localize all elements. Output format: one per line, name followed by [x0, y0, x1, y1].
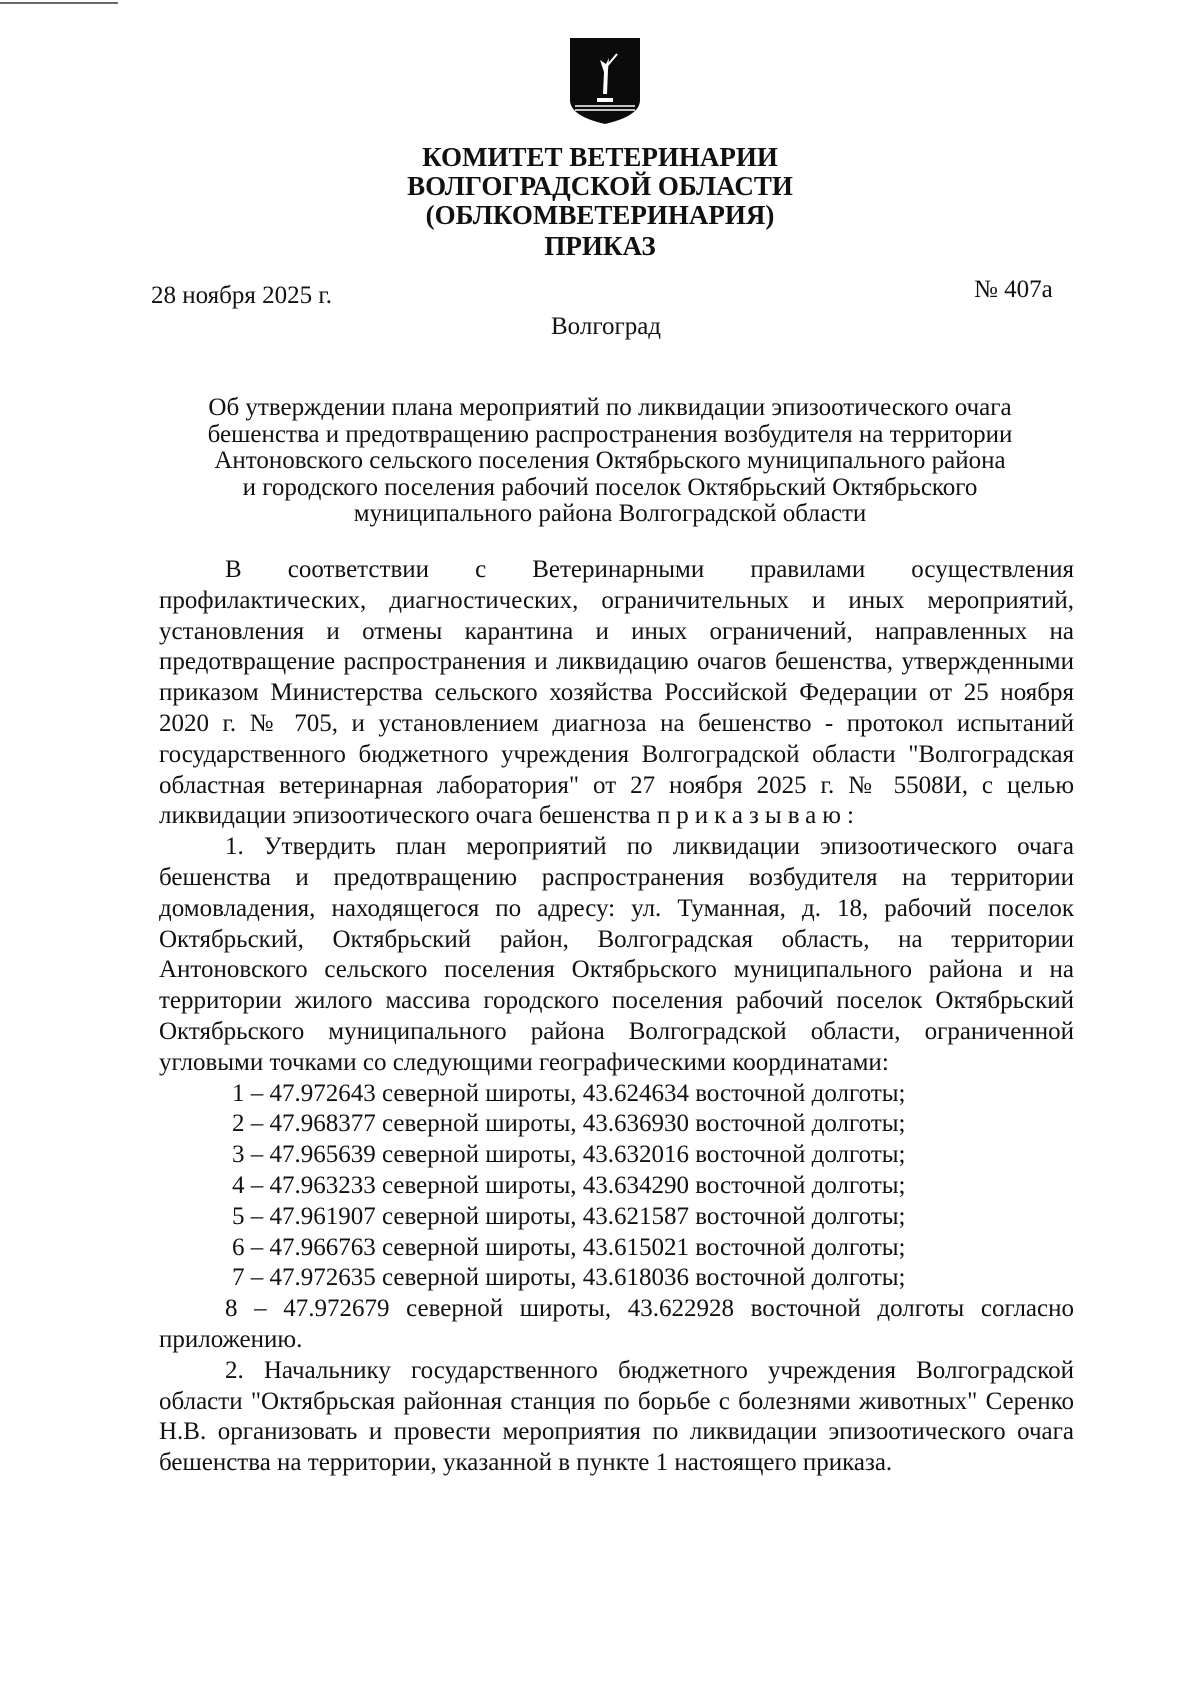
document-date: 28 ноября 2025 г.	[151, 282, 333, 309]
coordinate-item-last: 8 – 47.972679 северной широты, 43.622928 восточной долготы согласно приложению.	[159, 1295, 1074, 1353]
org-line: ВОЛГОГРАДСКОЙ ОБЛАСТИ	[407, 171, 793, 201]
preamble-paragraph	[159, 555, 1074, 832]
coordinate-item: 4 – 47.963233 северной широты, 43.634290 восточной долготы;	[232, 1171, 906, 1199]
document-number: № 407а	[974, 276, 1053, 303]
item-2-paragraph: 2. Начальнику государственного бюджетного учреждения Волгоградской области "Октябрьская районная станция по борьбе с болезнями животных" Серенко Н.В. организовать и провести мероприятия по ликвидации эпизоотического очага бешенства на территории, указанной в пункте 1 настоящего приказа.	[159, 1356, 1074, 1477]
org-line: (ОБЛКОМВЕТЕРИНАРИЯ)	[425, 200, 775, 230]
document-city: Волгоград	[551, 313, 662, 340]
subject-line: Об утверждении плана мероприятий по ликвидации эпизоотического очага	[208, 394, 1012, 421]
coordinates-list	[159, 1079, 1074, 1295]
document-body	[159, 555, 1074, 1479]
coat-of-arms-icon	[567, 36, 643, 126]
document-subject	[150, 395, 1070, 528]
preamble-text: В соответствии с Ветеринарными правилами осуществления профилактических, диагностических, ограничительных и иных мероприятий, установления и отмены карантина и иных ограничений, направленных на предотвращение распространения и ликвидацию очагов бешенства, утвержденными приказом Министерства сельского хозяйства Российской Федерации от 25 ноября 2020 г. № 705, и установлением диагноза на бешенство - протокол испытаний государственного бюджетного учреждения Волгоградской области "Волгоградская областная ветеринарная лаборатория" от 27 ноября 2025 г. № 5508И, с целью ликвидации эпизоотического очага бешенства	[159, 556, 1074, 830]
organization-name	[0, 143, 1200, 230]
order-word: приказываю:	[656, 802, 860, 830]
coordinate-item: 2 – 47.968377 северной широты, 43.636930 восточной долготы;	[232, 1110, 906, 1138]
coordinate-item: 1 – 47.972643 северной широты, 43.624634 восточной долготы;	[232, 1079, 906, 1107]
scan-edge-line	[0, 2, 118, 4]
coordinate-item: 6 – 47.966763 северной широты, 43.615021 восточной долготы;	[232, 1233, 906, 1261]
coordinate-item: 5 – 47.961907 северной широты, 43.621587 восточной долготы;	[232, 1202, 906, 1230]
subject-line: бешенства и предотвращению распространения возбудителя на территории	[207, 420, 1013, 448]
subject-line: муниципального района Волгоградской области	[353, 500, 867, 527]
coordinate-item: 7 – 47.972635 северной широты, 43.618036 восточной долготы;	[232, 1264, 906, 1292]
subject-line: и городского поселения рабочий поселок Октябрьский Октябрьского	[242, 473, 978, 501]
document-type: ПРИКАЗ	[544, 231, 656, 261]
subject-line: Антоновского сельского поселения Октябрьского муниципального района	[214, 447, 1006, 474]
item-1-paragraph: 1. Утвердить план мероприятий по ликвидации эпизоотического очага бешенства и предотвращению распространения возбудителя на территории домовладения, находящегося по адресу: ул. Туманная, д. 18, рабочий поселок Октябрьский, Октябрьский район, Волгоградская область, на территории Антоновского сельского поселения Октябрьского муниципального района и на территории жилого массива городского поселения рабочий поселок Октябрьский Октябрьского муниципального района Волгоградской области, ограниченной угловыми точками со следующими географическими координатами:	[159, 833, 1074, 1076]
coordinate-item: 3 – 47.965639 северной широты, 43.632016 восточной долготы;	[232, 1141, 906, 1169]
org-line: КОМИТЕТ ВЕТЕРИНАРИИ	[422, 142, 778, 172]
